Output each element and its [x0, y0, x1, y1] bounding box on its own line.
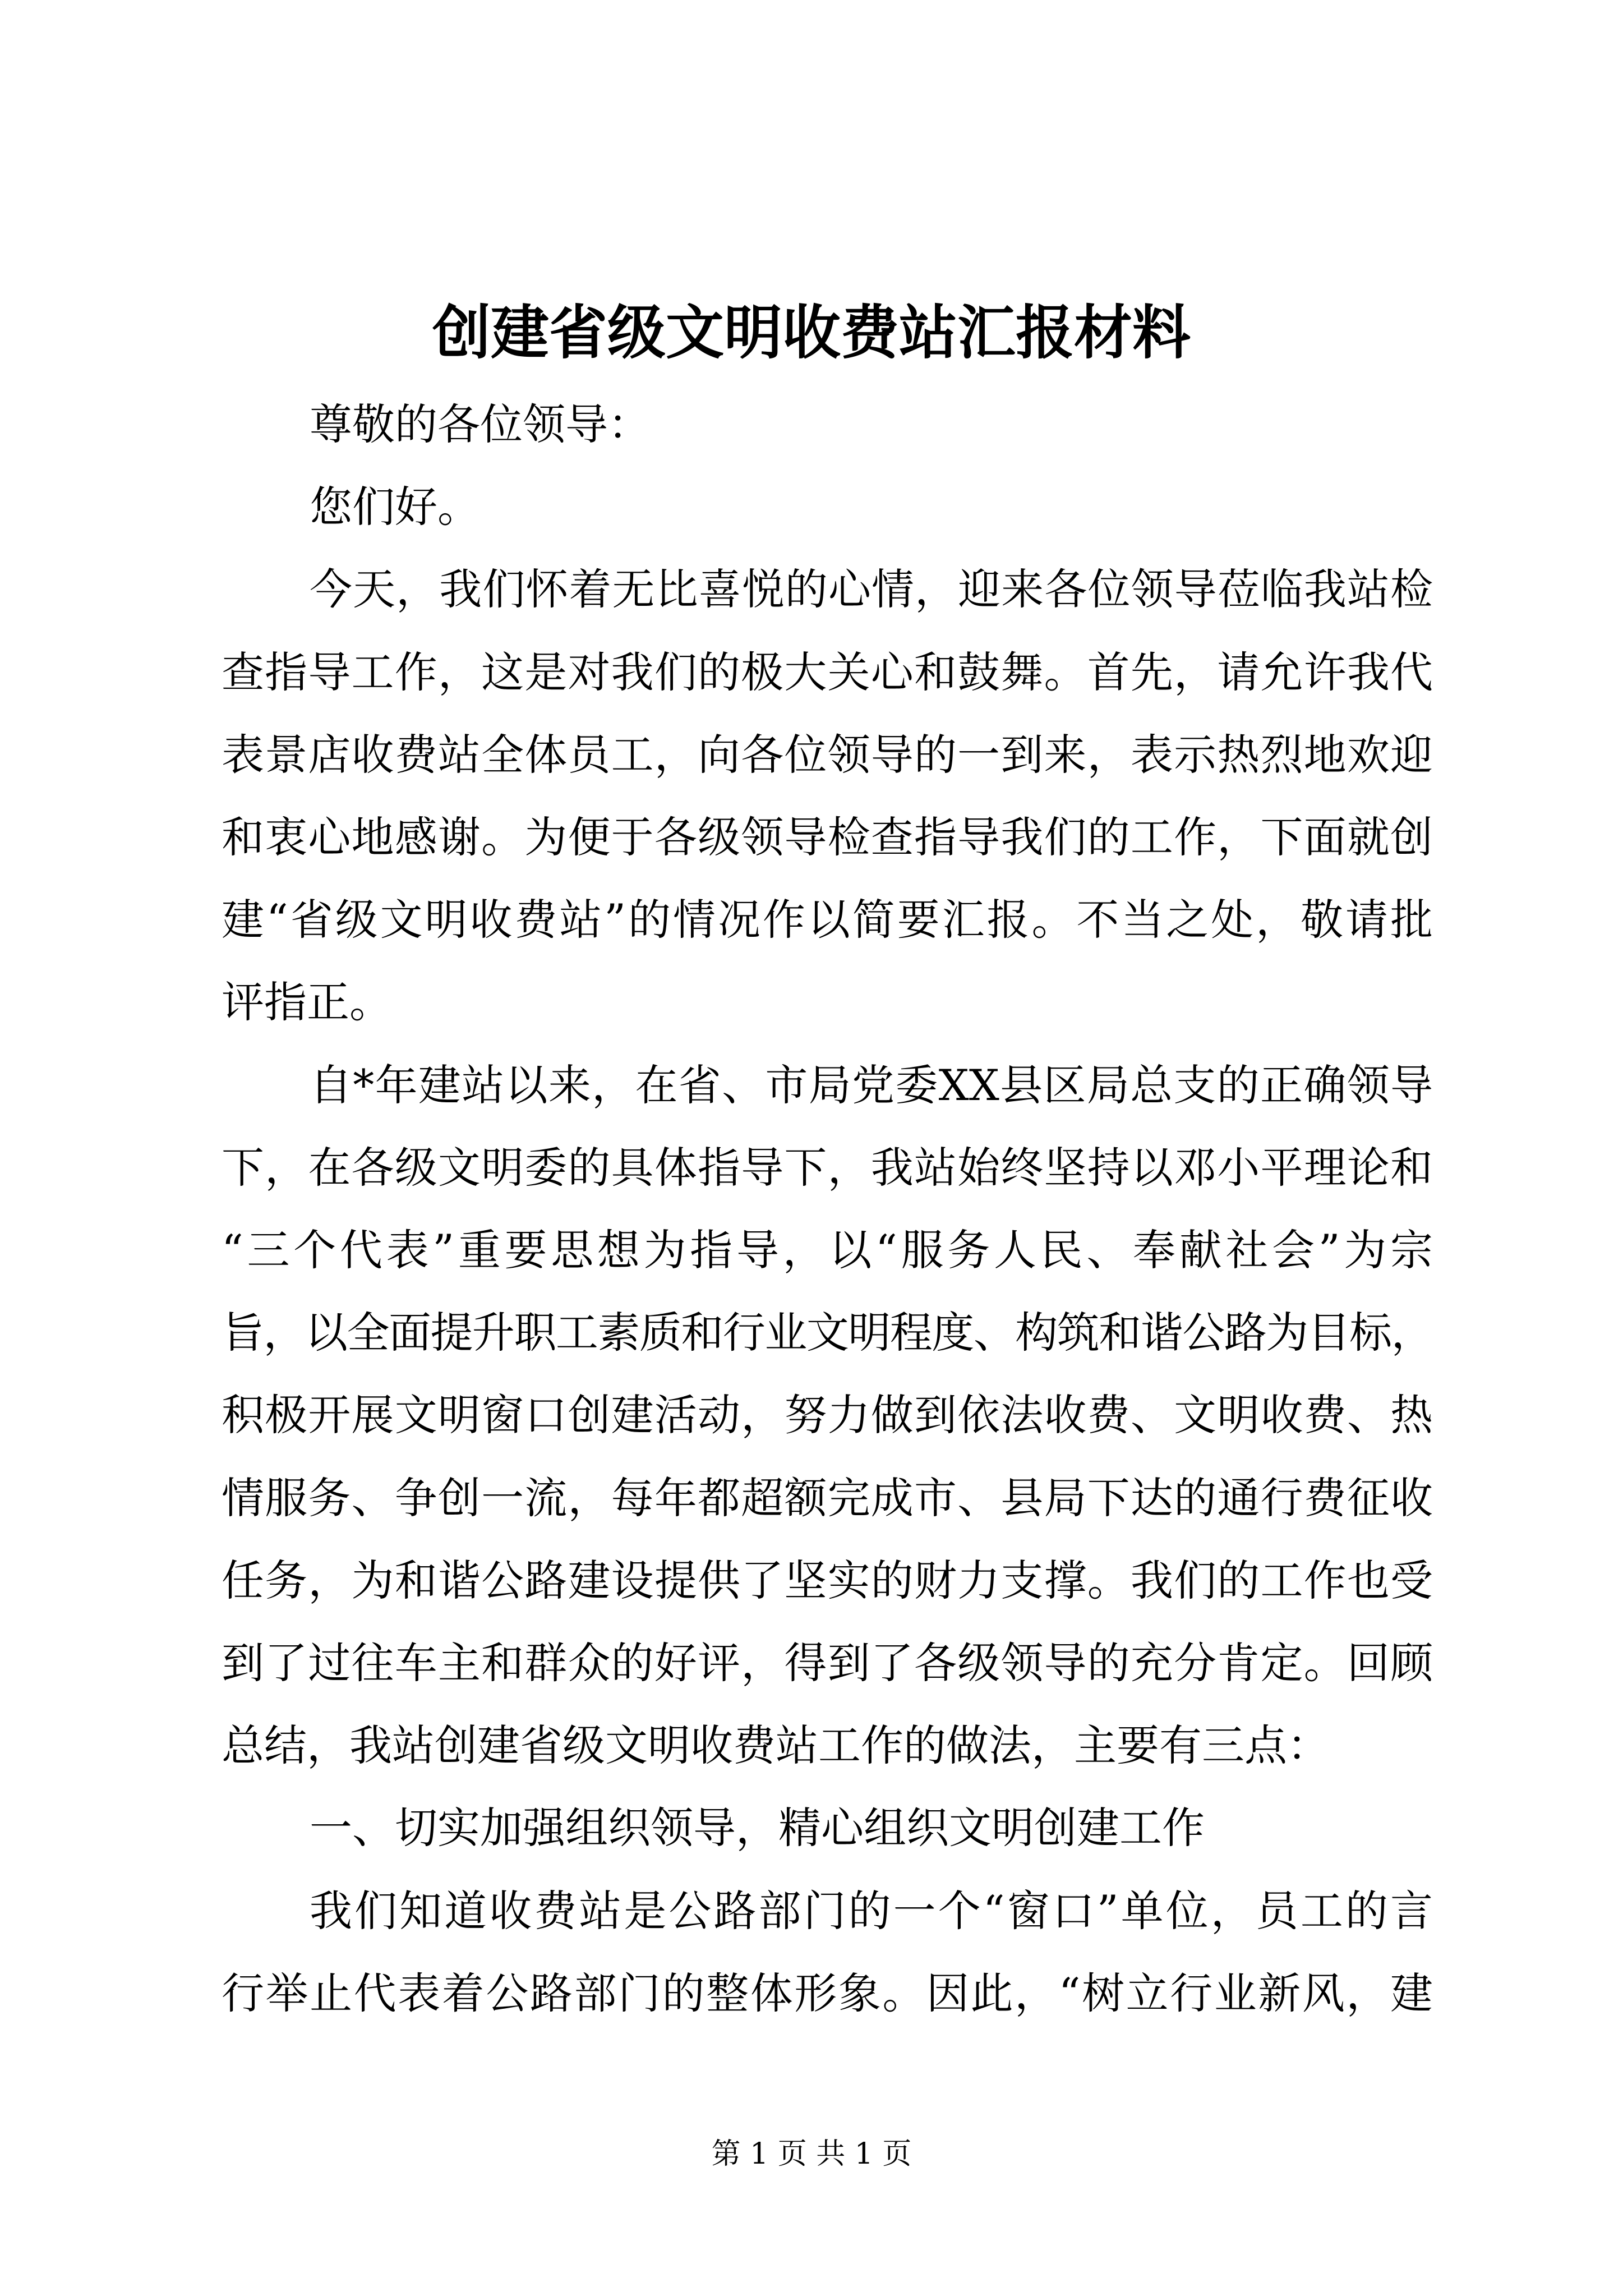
paragraph-line: 总结，我站创建省级文明收费站工作的做法，主要有三点：	[222, 1720, 1330, 1771]
paragraph-line: 您们好。	[310, 482, 480, 532]
paragraph-line: 表景店收费站全体员工，向各位领导的一到来，表示热烈地欢迎	[222, 729, 1433, 780]
paragraph-line: 自*年建站以来，在省、市局党委XX县区局总支的正确领导	[310, 1060, 1433, 1110]
paragraph-line: 行举止代表着公路部门的整体形象。因此，“树立行业新风，建	[222, 1968, 1433, 2018]
paragraph-line: 今天，我们怀着无比喜悦的心情，迎来各位领导莅临我站检	[310, 564, 1433, 615]
paragraph-line: “三个代表”重要思想为指导，以“服务人民、奉献社会”为宗	[222, 1225, 1433, 1275]
paragraph-line: 评指正。	[222, 977, 392, 1028]
paragraph-line: 和衷心地感谢。为便于各级领导检查指导我们的工作，下面就创	[222, 812, 1433, 862]
paragraph-line: 旨，以全面提升职工素质和行业文明程度、构筑和谐公路为目标，	[222, 1308, 1433, 1358]
document-title: 创建省级文明收费站汇报材料	[432, 298, 1191, 367]
paragraph-line: 情服务、争创一流，每年都超额完成市、县局下达的通行费征收	[222, 1473, 1433, 1523]
paragraph-line: 下，在各级文明委的具体指导下，我站始终坚持以邓小平理论和	[222, 1142, 1433, 1193]
paragraph-line: 一、切实加强组织领导，精心组织文明创建工作	[310, 1803, 1205, 1853]
paragraph-line: 查指导工作，这是对我们的极大关心和鼓舞。首先，请允许我代	[222, 647, 1433, 697]
paragraph-line: 到了过往车主和群众的好评，得到了各级领导的充分肯定。回顾	[222, 1638, 1433, 1688]
paragraph-line: 我们知道收费站是公路部门的一个“窗口”单位，员工的言	[310, 1885, 1433, 1936]
paragraph-line: 积极开展文明窗口创建活动，努力做到依法收费、文明收费、热	[222, 1390, 1433, 1441]
page-footer: 第 1 页 共 1 页	[711, 2137, 912, 2171]
paragraph-line: 建“省级文明收费站”的情况作以简要汇报。不当之处，敬请批	[222, 895, 1433, 945]
paragraph-line: 尊敬的各位领导：	[310, 399, 651, 449]
paragraph-line: 任务，为和谐公路建设提供了坚实的财力支撑。我们的工作也受	[222, 1555, 1433, 1605]
